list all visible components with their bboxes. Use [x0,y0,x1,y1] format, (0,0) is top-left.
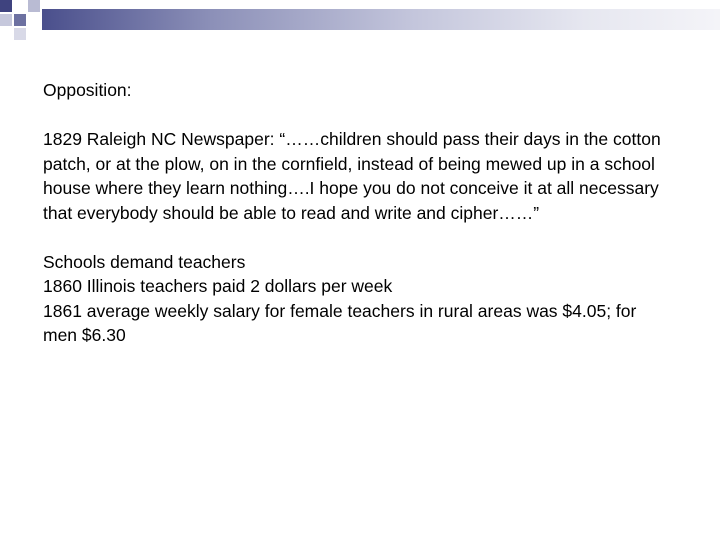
header-decoration [0,0,720,44]
deco-square [28,28,40,40]
slide-body [43,78,673,348]
deco-square [14,14,26,26]
spacer [43,225,673,250]
deco-square [28,14,40,26]
quote-paragraph: 1829 Raleigh NC Newspaper: “……children should pass their days in the cotton patch, or at the plow, on in the cornfield, instead of being mewed up in a school house where they learn nothing….I hope you do not conceive it at all necessary that everybody should be able to read and write and cipher……” [43,129,661,223]
body-line: Schools demand teachers [43,251,246,272]
body-line: 1860 Illinois teachers paid 2 dollars per week [43,276,393,296]
deco-square [14,0,26,12]
header-gradient-bar [42,9,720,30]
deco-square [0,28,12,40]
spacer [43,103,673,128]
deco-square [0,0,12,12]
body-line: 1861 average weekly salary for female teachers in rural areas was $4.05; for men $6.30 [43,300,637,345]
slide-heading: Opposition: [43,80,132,100]
deco-square [14,28,26,40]
deco-square [28,0,40,12]
deco-square [0,14,12,26]
